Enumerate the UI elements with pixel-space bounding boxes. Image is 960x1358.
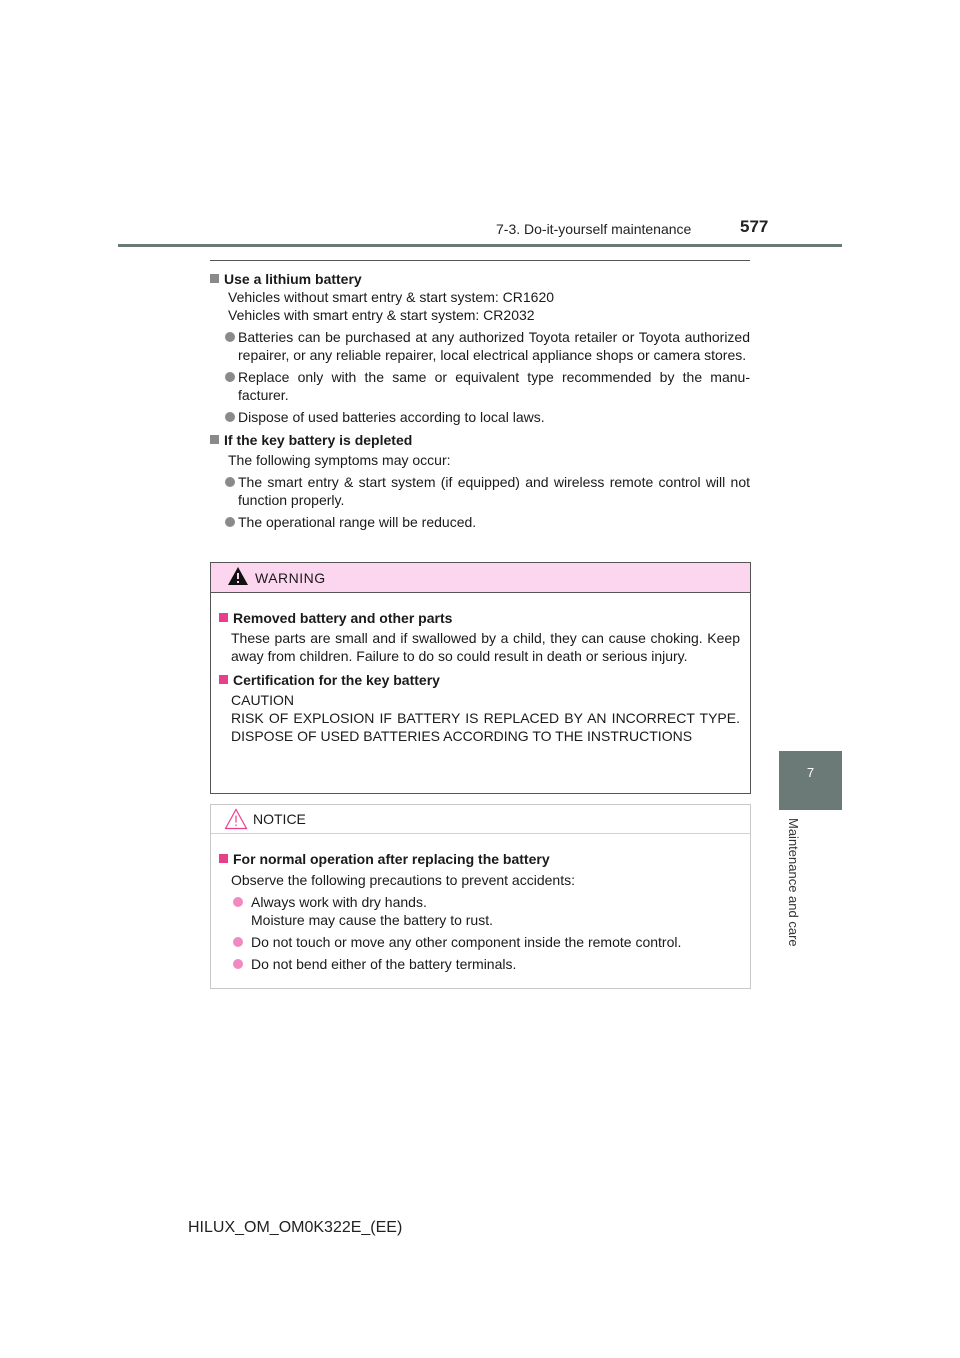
list-item [219, 933, 740, 951]
list-item-text: Batteries can be purchased at any authorized Toyota retailer or Toyota authorized repairer, or any reliable repairer, local electrical appliance shops or camera stores. [238, 329, 750, 363]
warning-item-text: These parts are small and if swallowed by a child, they can cause choking. Keep away from children. Failure to do so could result in death or serious injury. [231, 630, 740, 664]
document-code: HILUX_OM_OM0K322E_(EE) [188, 1219, 403, 1236]
bullet-dot-icon [225, 372, 235, 382]
list-item [219, 955, 740, 973]
chapter-number: 7 [806, 765, 815, 780]
heading-text: If the key battery is depleted [224, 432, 413, 448]
notice-box [210, 804, 751, 989]
heading-text: For normal operation after replacing the battery [233, 851, 550, 867]
list-item [210, 368, 750, 404]
text-line: The following symptoms may occur: [228, 452, 451, 468]
list-item-text: Do not touch or move any other component inside the remote control. [251, 934, 682, 950]
list-item-text: Dispose of used batteries according to local laws. [238, 409, 545, 425]
bullet-dot-icon [225, 332, 235, 342]
list-item [210, 328, 750, 364]
square-bullet-icon [210, 274, 219, 283]
heading-text: Use a lithium battery [224, 271, 362, 287]
warning-box [210, 562, 751, 794]
warning-item-heading [219, 609, 740, 627]
chapter-tab [779, 751, 842, 810]
bullet-dot-icon [233, 959, 243, 969]
warning-icon [227, 566, 249, 586]
chapter-label: Maintenance and care [786, 818, 801, 947]
list-item [219, 893, 740, 929]
bullet-dot-icon [233, 897, 243, 907]
notice-intro: Observe the following precautions to prevent accidents: [231, 872, 575, 888]
section-heading [210, 431, 750, 449]
content-top-rule [210, 260, 750, 261]
warning-header [211, 563, 750, 593]
bullet-dot-icon [233, 937, 243, 947]
list-item-text: Replace only with the same or equivalent type recommended by the manu-facturer. [238, 369, 750, 403]
list-item [210, 513, 750, 531]
heading-text: Removed battery and other parts [233, 610, 453, 626]
list-item [210, 408, 750, 426]
list-item-text: Moisture may cause the battery to rust. [251, 912, 493, 928]
section-title: 7-3. Do-it-yourself maintenance [496, 221, 692, 237]
header-rule [118, 244, 842, 247]
list-item [210, 473, 750, 509]
notice-icon [224, 808, 248, 830]
list-item-text: The smart entry & start system (if equipped) and wireless remote control will not function properly. [238, 474, 750, 508]
list-item-text: The operational range will be reduced. [238, 514, 477, 530]
warning-item-text: RISK OF EXPLOSION IF BATTERY IS REPLACED BY AN INCORRECT TYPE. DISPOSE OF USED BATTERIES ACCORDING TO THE INSTRUCTIONS [231, 710, 740, 744]
bullet-dot-icon [225, 412, 235, 422]
main-content [210, 266, 750, 531]
text-line: Vehicles with smart entry & start system: CR2032 [228, 307, 535, 323]
page-number: 577 [740, 217, 769, 236]
square-bullet-icon [219, 854, 228, 863]
bullet-dot-icon [225, 477, 235, 487]
notice-header [211, 805, 750, 834]
square-bullet-icon [210, 435, 219, 444]
square-bullet-icon [219, 675, 228, 684]
list-item-text: Always work with dry hands. [251, 894, 427, 910]
list-item-text: Do not bend either of the battery terminals. [251, 956, 517, 972]
text-line: Vehicles without smart entry & start system: CR1620 [228, 289, 555, 305]
warning-title: WARNING [255, 570, 326, 586]
heading-text: Certification for the key battery [233, 672, 440, 688]
square-bullet-icon [219, 613, 228, 622]
warning-item-text: CAUTION [231, 692, 294, 708]
warning-item-heading [219, 671, 740, 689]
bullet-dot-icon [225, 517, 235, 527]
notice-heading [219, 850, 740, 868]
notice-title: NOTICE [253, 811, 306, 827]
section-heading [210, 270, 750, 288]
